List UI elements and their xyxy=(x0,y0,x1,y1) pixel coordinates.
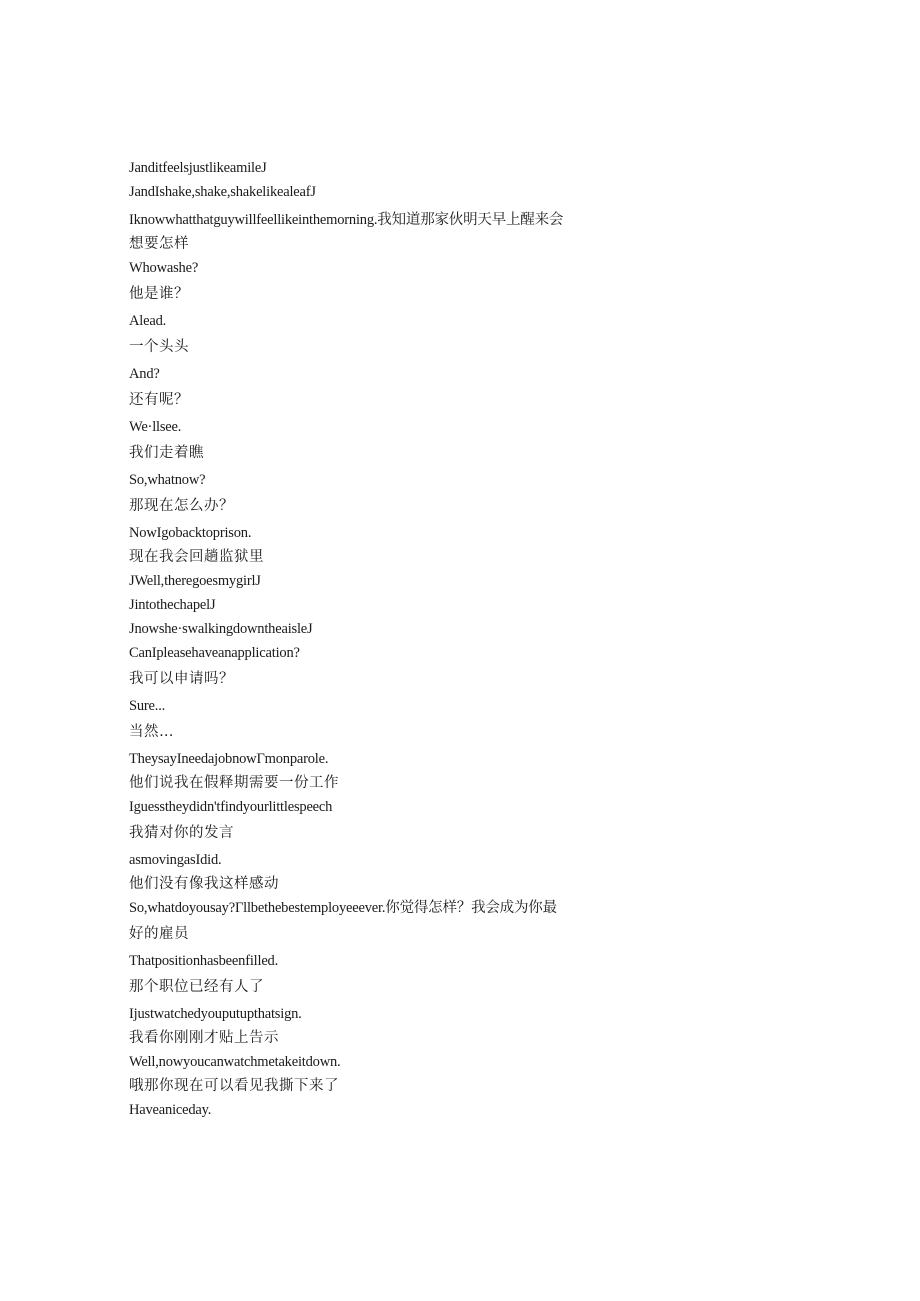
transcript-line: Whowashe? xyxy=(129,260,199,276)
transcript-line: 一个头头 xyxy=(129,339,189,355)
transcript-line: 我看你刚刚才贴上告示 xyxy=(129,1030,279,1046)
transcript-line: 他们没有像我这样感动 xyxy=(129,876,279,892)
transcript-line: 当然… xyxy=(129,724,174,740)
transcript-line: 我可以申请吗？ xyxy=(129,671,234,687)
transcript-line: Sure... xyxy=(129,698,166,714)
transcript-line: NowIgobacktoprison. xyxy=(129,525,252,541)
transcript-line: JanditfeelsjustlikeamileJ xyxy=(129,160,267,176)
transcript-line: 还有呢？ xyxy=(129,392,189,408)
transcript-line: 哦那你现在可以看见我撕下来了 xyxy=(129,1078,339,1094)
transcript-line: Thatpositionhasbeenfilled. xyxy=(129,953,279,969)
transcript-line: JandIshake,shake,shakelikealeafJ xyxy=(129,184,316,200)
transcript-line: asmovingasIdid. xyxy=(129,852,222,868)
transcript-line: 好的雇员 xyxy=(129,926,189,942)
transcript-line: Alead. xyxy=(129,313,167,329)
transcript-line: TheysayIneedajobnowΓmonparole. xyxy=(129,751,329,767)
transcript-line: JWell,theregoesmygirlJ xyxy=(129,573,261,589)
transcript-line: JintothechapelJ xyxy=(129,597,216,613)
transcript-line: We·llsee. xyxy=(129,419,182,435)
transcript-line: Jnowshe·swalkingdowntheaisleJ xyxy=(129,621,313,637)
transcript-line: So,whatdoyousay?Γllbethebestemployeeever.你觉得怎样？我会成为你最 xyxy=(129,900,557,916)
transcript-line: 那个职位已经有人了 xyxy=(129,979,264,995)
transcript-line: Haveaniceday. xyxy=(129,1102,212,1118)
transcript-line: Iguesstheydidn'tfindyourlittlespeech xyxy=(129,799,333,815)
transcript-line: 我猜对你的发言 xyxy=(129,825,234,841)
transcript-line: Well,nowyoucanwatchmetakeitdown. xyxy=(129,1054,341,1070)
transcript-line: Iknowwhatthatguywillfeellikeinthemorning.我知道那家伙明天早上醒来会 xyxy=(129,212,564,228)
transcript-line: 那现在怎么办？ xyxy=(129,498,234,514)
transcript-body xyxy=(129,156,649,1122)
transcript-line: 我们走着瞧 xyxy=(129,445,204,461)
transcript-line: 现在我会回趟监狱里 xyxy=(129,549,264,565)
transcript-line: 想要怎样 xyxy=(129,236,189,252)
transcript-line: And? xyxy=(129,366,160,382)
transcript-line: Ijustwatchedyouputupthatsign. xyxy=(129,1006,302,1022)
transcript-line: CanIpleasehaveanapplication? xyxy=(129,645,300,661)
transcript-line: 他是谁？ xyxy=(129,286,189,302)
transcript-line: So,whatnow? xyxy=(129,472,206,488)
transcript-line: 他们说我在假释期需要一份工作 xyxy=(129,775,339,791)
